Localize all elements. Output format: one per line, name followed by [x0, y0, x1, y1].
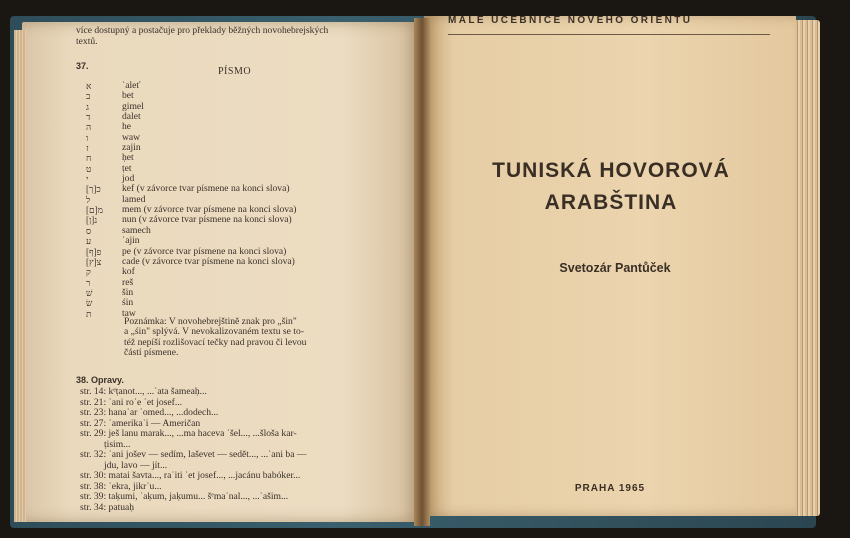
letter-name: pe (v závorce tvar písmene na konci slova)	[122, 245, 287, 257]
correction-line: str. 30: matai šavta..., raʾiti ʾet josef..., ...jacánu babóker...	[80, 470, 301, 481]
correction-line: str. 29: ješ lanu marak..., ...ma haceva ʾšel..., ...šloša kar-	[80, 428, 297, 439]
hebrew-letter: ל	[86, 194, 91, 205]
alphabet-row	[86, 112, 297, 122]
letter-name: taw	[122, 307, 136, 319]
note-line: Poznámka: V novohebrejštině znak pro „šin"	[124, 316, 297, 327]
hebrew-letter: ה	[86, 122, 92, 133]
alphabet-row	[86, 298, 297, 308]
header-rule	[448, 34, 770, 35]
alphabet-row	[86, 91, 297, 101]
book-title	[486, 155, 736, 219]
hebrew-letter: כ[ך]	[86, 184, 101, 195]
correction-line: str. 27: ʾamerikaʾi — Američan	[80, 417, 201, 429]
hebrew-letter: ר	[86, 277, 91, 288]
alphabet-row	[86, 122, 297, 132]
letter-name: ʾaleť	[122, 80, 141, 91]
letter-name: śin	[122, 297, 134, 309]
hebrew-letter: ח	[86, 153, 92, 164]
title-line-2: ARABŠTINA	[544, 191, 678, 214]
hebrew-letter: ס	[86, 225, 92, 236]
hebrew-letter: ג	[86, 101, 89, 112]
hebrew-letter: מ[ם]	[86, 205, 103, 216]
hebrew-letter: ו	[86, 132, 89, 143]
letter-name: ʿajin	[122, 235, 140, 247]
hebrew-letter: שׂ	[86, 298, 93, 309]
alphabet-row	[86, 236, 297, 246]
left-page-edges	[14, 30, 26, 522]
correction-line: str. 23: hanaʿar ʿomed..., ...dodech...	[80, 407, 219, 418]
hebrew-letter: ט	[86, 163, 92, 174]
hebrew-letter: פ[ף]	[86, 246, 102, 257]
letter-name: samech	[122, 224, 151, 236]
title-line-1: TUNISKÁ HOVOROVÁ	[492, 159, 730, 182]
letter-name: lamed	[122, 193, 146, 205]
hebrew-letter: שׁ	[86, 287, 93, 298]
intro-text	[76, 26, 328, 48]
hebrew-letter: ת	[86, 308, 92, 319]
book-author: Svetozár Pantůček	[559, 261, 671, 275]
alphabet-row	[86, 81, 297, 91]
letter-name: he	[122, 121, 132, 133]
hebrew-letter: ב	[86, 91, 91, 102]
alphabet-row	[86, 215, 297, 225]
letter-name: cade (v závorce tvar písmene na konci slova)	[122, 255, 295, 267]
alphabet-note	[124, 317, 306, 359]
letter-name: jod	[122, 173, 135, 185]
alphabet-row	[86, 278, 297, 288]
correction-line: str. 34: patuaḥ	[80, 501, 135, 513]
letter-name: bet	[122, 90, 134, 102]
alphabet-row	[86, 143, 297, 153]
correction-line: jdu, lavo — jít...	[80, 459, 168, 471]
hebrew-letter: א	[86, 81, 92, 91]
hebrew-letter: ק	[86, 267, 91, 278]
correction-line: str. 32: ʾani jošev — sedím, laševet — sedět..., ...ʾani ba —	[80, 449, 307, 460]
correction-line: str. 39: taḳumi, ʾaḳum, jaḳumu... šᵉmaʿnal..., ...ʾašim...	[80, 491, 289, 502]
hebrew-letter: צ[ץ]	[86, 256, 102, 267]
intro-line: více dostupný a postačuje pro překlady běžných novohebrejských	[76, 25, 329, 36]
letter-name: zajin	[122, 142, 141, 154]
intro-line: textů.	[76, 36, 98, 47]
corrections-list	[80, 387, 306, 513]
letter-name: ṭet	[122, 162, 132, 174]
hebrew-letter: ע	[86, 236, 92, 247]
note-line: též nepíší rozlišovací tečky nad pravou či levou	[124, 336, 307, 348]
book-gutter	[414, 18, 430, 526]
imprint: PRAHA 1965	[574, 483, 646, 494]
section-37-number: 37.	[76, 61, 89, 71]
alphabet-row	[86, 133, 297, 143]
correction-line: str. 38: ʾekra, jikrʾu...	[80, 480, 162, 492]
alphabet-row	[86, 164, 297, 174]
hebrew-letter: נ[ן]	[86, 215, 98, 226]
letter-name: kof	[122, 266, 135, 278]
alphabet-row	[86, 257, 297, 267]
letter-name: reš	[122, 276, 134, 288]
letter-name: nun (v závorce tvar písmene na konci slova)	[122, 214, 292, 226]
letter-name: waw	[122, 131, 141, 143]
section-38-heading: 38. Opravy.	[76, 375, 124, 385]
letter-name: mem (v závorce tvar písmene na konci slova)	[122, 204, 297, 216]
hebrew-letter: ד	[86, 112, 91, 123]
correction-line: str. 21: ʾani roʾe ʾet josef...	[80, 396, 183, 408]
letter-name: ḥet	[122, 152, 134, 164]
alphabet-row	[86, 288, 297, 298]
section-37-heading: PÍSMO	[218, 66, 252, 77]
hebrew-letter: י	[86, 174, 89, 185]
alphabet-row	[86, 267, 297, 277]
note-line: částí písmene.	[124, 347, 179, 359]
alphabet-row	[86, 184, 297, 194]
letter-name: šin	[122, 286, 134, 298]
alphabet-row	[86, 226, 297, 236]
alphabet-row	[86, 153, 297, 163]
letter-name: gimel	[122, 100, 144, 112]
letter-name: dalet	[122, 111, 141, 123]
series-header: MALÉ UČEBNICE NOVÉHO ORIENTU	[448, 15, 693, 26]
hebrew-letter: ז	[86, 143, 89, 154]
alphabet-row	[86, 102, 297, 112]
correction-line: ṭisim...	[80, 438, 131, 450]
note-line: a „śin" splývá. V nevokalizovaném textu se to-	[124, 326, 304, 338]
alphabet-list	[86, 81, 297, 319]
correction-line: str. 14: kᵉṭanot..., ...ʾata šameaḥ...	[80, 386, 207, 397]
letter-name: kef (v závorce tvar písmene na konci slova)	[122, 183, 290, 195]
